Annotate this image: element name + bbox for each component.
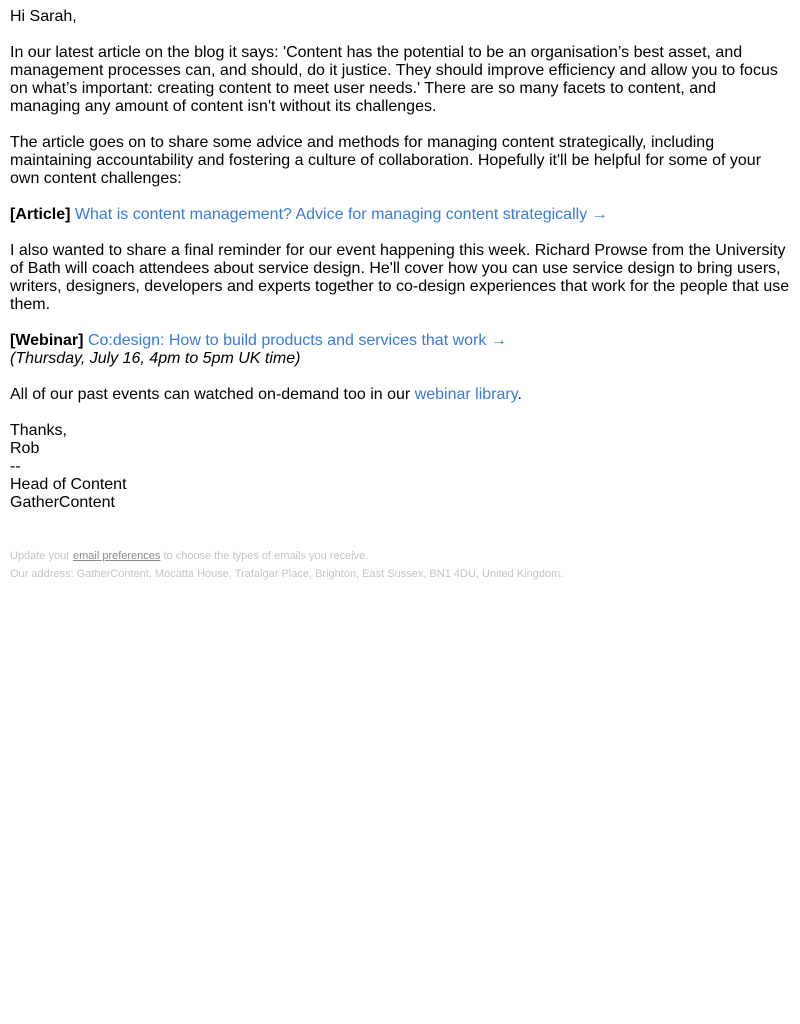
webinar-tag: [Webinar] <box>10 332 84 349</box>
webinar-library-link[interactable]: webinar library <box>414 386 518 403</box>
webinar-block <box>10 332 790 368</box>
signature-company: GatherContent <box>10 494 115 511</box>
library-text-before: All of our past events can watched on-demand too in our <box>10 386 415 403</box>
greeting: Hi Sarah, <box>10 8 77 25</box>
article-link[interactable]: What is content management? Advice for managing content strategically → <box>74 206 608 223</box>
preferences-line <box>10 547 790 565</box>
event-paragraph: I also wanted to share a final reminder for our event happening this week. Richard Prowse from the University of Bath will coach attendees about service design. He'll cover how you can use service design to bring users, writers, designers, developers and experts together to co-design experiences that work for the people that use them. <box>10 242 790 313</box>
address-line: Our address: GatherContent, Mocatta House, Trafalgar Place, Brighton, East Sussex, BN1 4DU, United Kingdom. <box>10 568 564 580</box>
webinar-time: (Thursday, July 16, 4pm to 5pm UK time) <box>10 350 301 367</box>
webinar-link[interactable]: Co:design: How to build products and services that work → <box>87 332 507 349</box>
email-preferences-link[interactable]: email preferences <box>72 550 161 562</box>
article-tag: [Article] <box>10 206 71 223</box>
preferences-text-before: Update your <box>10 550 73 562</box>
article-line <box>10 206 790 224</box>
library-line <box>10 386 790 404</box>
preferences-text-after: to choose the types of emails you receive. <box>160 550 369 562</box>
signature-name: Rob <box>10 440 40 457</box>
signature-separator: -- <box>10 458 21 475</box>
signature <box>10 422 790 512</box>
intro-paragraph: In our latest article on the blog it says: 'Content has the potential to be an organisation’s best asset, and management processes can, and should, do it justice. They should improve efficiency and allow you to focus on what’s important: creating content to meet user needs.' There are so many facets to content, and managing any amount of content isn't without its challenges. <box>10 44 778 115</box>
signature-closing: Thanks, <box>10 422 67 439</box>
email-footer <box>0 547 800 583</box>
library-text-after: . <box>517 386 522 403</box>
article-intro-paragraph: The article goes on to share some advice and methods for managing content strategically, including maintaining accountability and fostering a culture of collaboration. Hopefully it'll be helpful for some of your own content challenges: <box>10 134 762 187</box>
signature-role: Head of Content <box>10 476 127 493</box>
